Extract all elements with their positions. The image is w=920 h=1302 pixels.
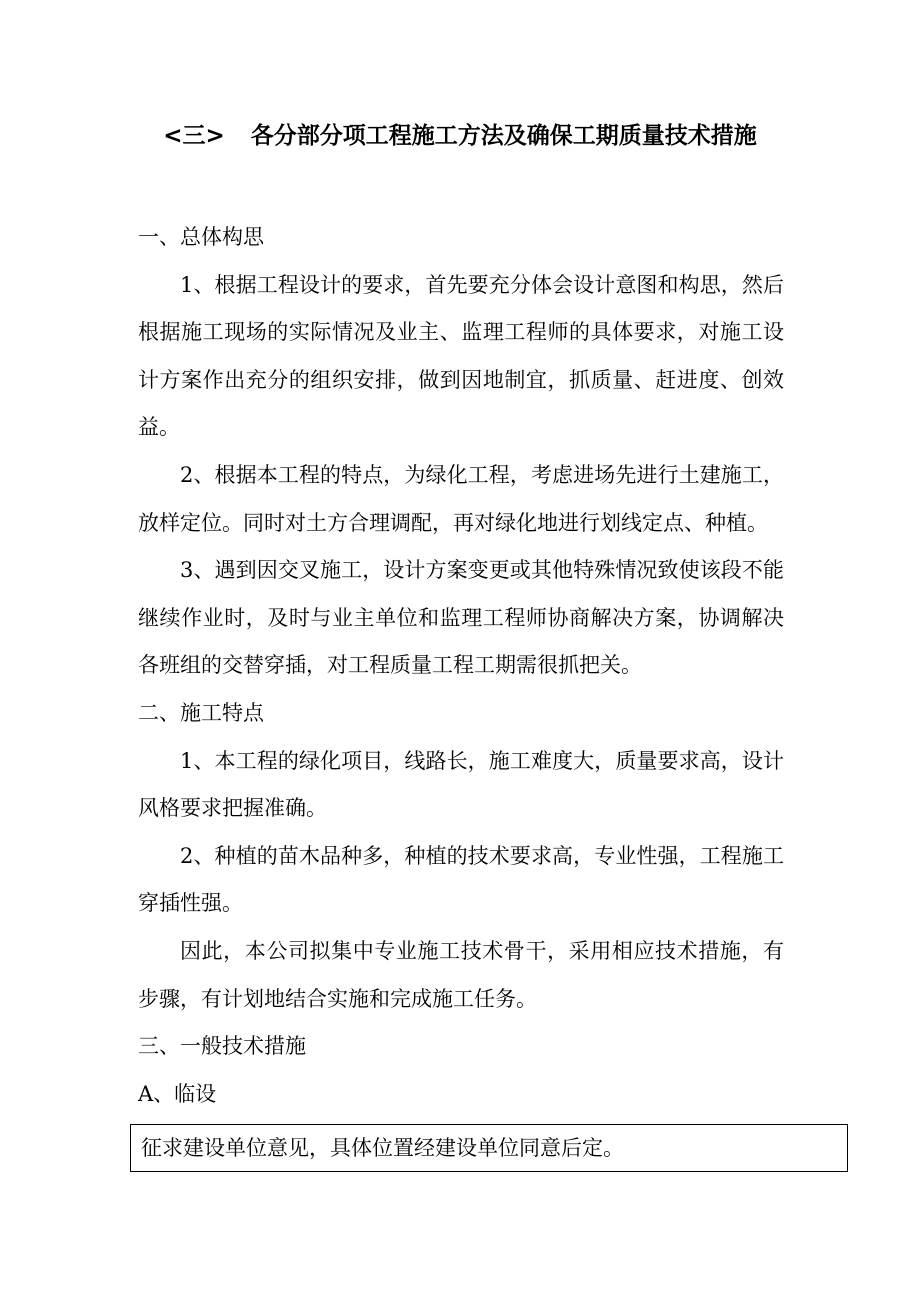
paragraph: 2、种植的苗木品种多，种植的技术要求高，专业性强，工程施工穿插性强。 — [138, 843, 784, 916]
title-number: <三> — [163, 123, 225, 149]
document-title — [0, 118, 920, 154]
boxed-note: 征求建设单位意见，具体位置经建设单位同意后定。 — [130, 1124, 848, 1172]
title-text: 各分部分项工程施工方法及确保工期质量技术措施 — [250, 123, 757, 149]
document-body — [138, 214, 784, 1118]
section-heading-technical-measures: 三、一般技术措施 — [138, 1034, 306, 1059]
paragraph: 因此，本公司拟集中专业施工技术骨干，采用相应技术措施，有步骤，有计划地结合实施和完成施工任务。 — [138, 938, 784, 1011]
paragraph: 3、遇到因交叉施工，设计方案变更或其他特殊情况致使该段不能继续作业时，及时与业主单位和监理工程师协商解决方案，协调解决各班组的交替穿插，对工程质量工程工期需很抓把关。 — [138, 558, 784, 678]
subheading-temporary-facilities: A、临设 — [138, 1081, 217, 1106]
paragraph: 2、根据本工程的特点，为绿化工程，考虑进场先进行土建施工，放样定位。同时对土方合理调配，再对绿化地进行划线定点、种植。 — [138, 462, 784, 535]
paragraph: 1、根据工程设计的要求，首先要充分体会设计意图和构思，然后根据施工现场的实际情况及业主、监理工程师的具体要求，对施工设计方案作出充分的组织安排，做到因地制宜，抓质量、赶进度、创效益。 — [138, 272, 784, 440]
section-heading-construction-features: 二、施工特点 — [138, 700, 264, 725]
paragraph: 1、本工程的绿化项目，线路长，施工难度大，质量要求高，设计风格要求把握准确。 — [138, 748, 784, 821]
section-heading-overall-concept: 一、总体构思 — [138, 225, 264, 249]
